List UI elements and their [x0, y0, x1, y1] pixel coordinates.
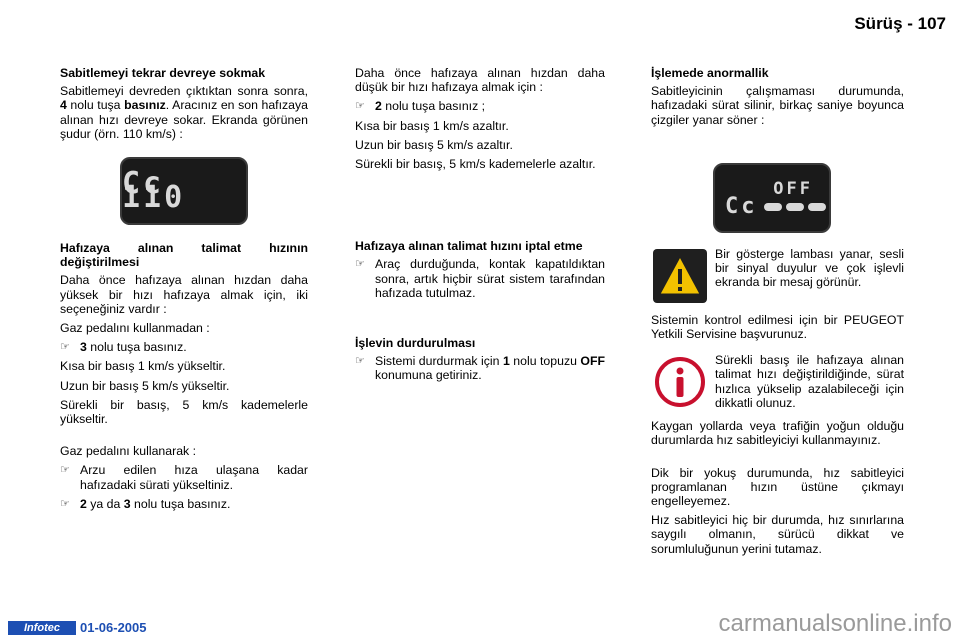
display-off-dashes — [713, 163, 831, 233]
paragraph-continuous-down: Sürekli bir basış, 5 km/s kademelerle azaltır. — [355, 157, 596, 172]
paragraph-long-press-up: Uzun bir basış 5 km/s yükseltir. — [60, 378, 230, 393]
bullet-off-position: ☞ Sistemi durdurmak için 1 nolu topuzu OFF konumuna getiriniz. — [355, 354, 605, 383]
bullet-press-2-or-3: ☞ 2 ya da 3 nolu tuşa basınız. — [60, 496, 231, 511]
paragraph-without-pedal: Gaz pedalını kullanmadan : — [60, 321, 210, 336]
heading-reactivate: Sabitlemeyi tekrar devreye sokmak — [60, 66, 266, 80]
paragraph-service: Sistemin kontrol edilmesi için bir PEUGEOT Yetkili Servisine başvurunuz. — [651, 312, 904, 342]
paragraph-responsibility: Hız sabitleyici hiç bir durumda, hız sınırlarına saygılı olmanın, sürücü dikkat ve sorumluluğunun yerini tutamaz. — [651, 513, 904, 556]
display-cc-110 — [120, 157, 248, 225]
watermark: carmanualsonline.info — [718, 610, 952, 637]
warning-note: Bir gösterge lambası yanar, sesli bir sinyal duyulur ve çok işlevli ekranda bir mesaj görünür. — [651, 247, 904, 305]
bullet-ignition-off: ☞ Araç durduğunda, kontak kapatıldıktan sonra, artık hiçbir sürat sistem tarafından hafızada tutulmaz. — [355, 257, 605, 300]
paragraph-continuous-up: Sürekli bir basış, 5 km/s kademelerle yükseltir. — [60, 397, 308, 427]
pointing-hand-icon: ☞ — [60, 464, 70, 477]
heading-stop-function: İşlevin durdurulması — [355, 336, 476, 351]
page-title: Sürüş - 107 — [854, 14, 946, 33]
column-middle — [355, 66, 605, 388]
paragraph-reactivate: Sabitlemeyi devreden çıktıktan sonra sonra, 4 nolu tuşa basınız. Aracınız en son hafızaya alınan hızı devreye sokar. Ekranda görünen şudur (örn. 110 km/s) : — [60, 84, 308, 141]
display-dash — [764, 203, 782, 211]
paragraph-lower-speed: Daha önce hafızaya alınan hızdan daha düşük bir hızı hafızaya almak için : — [355, 66, 605, 95]
footer-date: 01-06-2005 — [80, 620, 147, 635]
paragraph-malfunction: Sabitleyicinin çalışmaması durumunda, hafızadaki sürat silinir, birkaç saniye boyunca çizgiler yanar söner : — [651, 84, 904, 127]
paragraph-long-press-down: Uzun bir basış 5 km/s azaltır. — [355, 137, 513, 152]
pointing-hand-icon: ☞ — [60, 341, 70, 354]
paragraph-slippery-roads: Kaygan yollarda veya trafiğin yoğun olduğu durumlarda hız sabitleyiciyi kullanmayınız. — [651, 419, 904, 448]
paragraph-two-options: Daha önce hafızaya alınan hızdan daha yüksek bir hızı hafızaya almak için, iki seçeneğiniz vardır : — [60, 273, 308, 316]
heading-malfunction: İşlemede anormallik — [651, 66, 769, 80]
bullet-press-2: ☞ 2 nolu tuşa basınız ; — [355, 99, 486, 114]
paragraph-with-pedal: Gaz pedalını kullanarak : — [60, 444, 197, 459]
column-left — [60, 66, 308, 516]
pointing-hand-icon: ☞ — [355, 355, 365, 368]
pointing-hand-icon: ☞ — [60, 497, 70, 510]
heading-cancel-speed: Hafızaya alınan talimat hızını iptal etme — [355, 239, 583, 254]
paragraph-steep-slope: Dik bir yokuş durumunda, hız sabitleyici programlanan hızın üstüne çıkmayı engelleyemez. — [651, 465, 904, 509]
bullet-press-3: ☞ 3 nolu tuşa basınız. — [60, 340, 187, 355]
column-right — [651, 66, 904, 561]
warning-triangle-icon — [651, 247, 709, 305]
bullet-accelerate: ☞ Arzu edilen hıza ulaşana kadar hafızadaki sürati yükseltiniz. — [60, 463, 308, 492]
display-text: Cc 110 — [122, 165, 186, 216]
display-off-text: OFF — [773, 178, 813, 199]
pointing-hand-icon: ☞ — [355, 258, 365, 271]
heading-change-speed: Hafızaya alınan talimat hızının değiştirilmesi — [60, 241, 308, 270]
pointing-hand-icon: ☞ — [355, 100, 365, 113]
display-dash — [808, 203, 826, 211]
display-dash — [786, 203, 804, 211]
info-note: Sürekli basış ile hafızaya alınan talimat hızı değiştirildiğinde, sürat hızlıca yükselip azalabileceği için dikkatli olunuz. — [651, 353, 904, 411]
info-circle-icon — [651, 353, 709, 411]
paragraph-short-press-down: Kısa bir basış 1 km/s azaltır. — [355, 118, 509, 133]
paragraph-short-press-up: Kısa bir basış 1 km/s yükseltir. — [60, 359, 226, 374]
display-cc-text: Cc — [725, 193, 758, 219]
infotec-logo: Infotec — [8, 621, 76, 635]
